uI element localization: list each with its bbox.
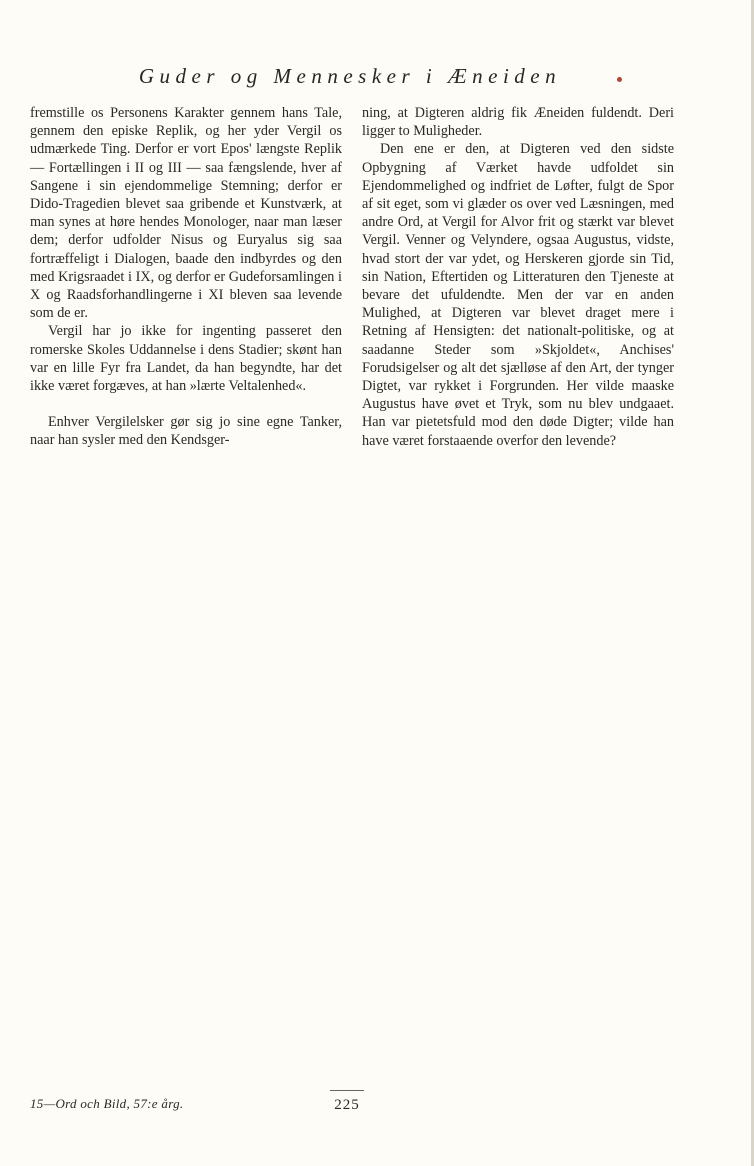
ornament-dot: [617, 77, 622, 82]
running-title: Guder og Mennesker i Æneiden: [138, 64, 562, 88]
left-column: [30, 104, 342, 450]
folio-rule: [330, 1090, 364, 1091]
paragraph: Vergil har jo ikke for ingenting passeret den romerske Skoles Uddannelse i dens Stadier; skønt han var en lille Fyr fra Landet, da han begyndte, har det ikke været forgæves, at han »lærte Veltalenhed«.: [30, 323, 342, 395]
printer-signature: 15—Ord och Bild, 57:e årg.: [30, 1096, 184, 1111]
paragraph: Enhver Vergilelsker gør sig jo sine egne Tanker, naar han sysler med den Kendsger-: [30, 414, 342, 449]
paragraph: ning, at Digteren aldrig fik Æneiden fuldendt. Deri ligger to Muligheder.: [362, 105, 674, 140]
right-column: [362, 104, 674, 450]
paragraph: Den ene er den, at Digteren ved den sidste Opbygning af Værket havde udfoldet sin Ejendommelighed og indfriet de Løfter, fulgt de Spor af sit eget, som vi glæder os over ved Læsningen, med andre Ord, at Vergil for Alvor frit og stærkt var blevet Vergil. Venner og Velyndere, ogsaa Augustus, vidste, hvad stort der var ydet, og Herskeren gjorde sin Tid, sin Nation, Eftertiden og Litteraturen den Tjeneste at bevare det ufuldendte. Men der var en anden Mulighed, at Digteren var blevet draget mere i Retning af Hensigten: det nationalt-politiske, og at saadanne Steder som »Skjoldet«, Anchises' Forudsigelser og alt det sjælløse af den Art, der tynger Digtet, var rykket i Forgrunden. Her vilde maaske Augustus have øvet et Tryk, som nu blev undgaaet. Han var pietetsfuld mod den døde Digter; vilde han have været forstaaende overfor den levende?: [362, 141, 674, 449]
paragraph: fremstille os Personens Karakter gennem hans Tale, gennem den episke Replik, og her yder Vergil os udmærkede Ting. Derfor er vort Epos' længste Replik — Fortællingen i II og III — saa fængslende, hver af Sangene i sin ejendommelige Stemning; derfor er Dido-Tragedien blevet saa gribende et Kunstværk, at man synes at høre hendes Monologer, naar man læser dem; derfor udfolder Nisus og Euryalus sig saa fortræffeligt i Dialogen, baade den indbyrdes og den med Krigsraadet i IX, og derfor er Gudeforsamlingen i X og Raadsforhandlingerne i XI bleven saa levende som de er.: [30, 105, 342, 322]
page-number: 225: [334, 1097, 360, 1113]
